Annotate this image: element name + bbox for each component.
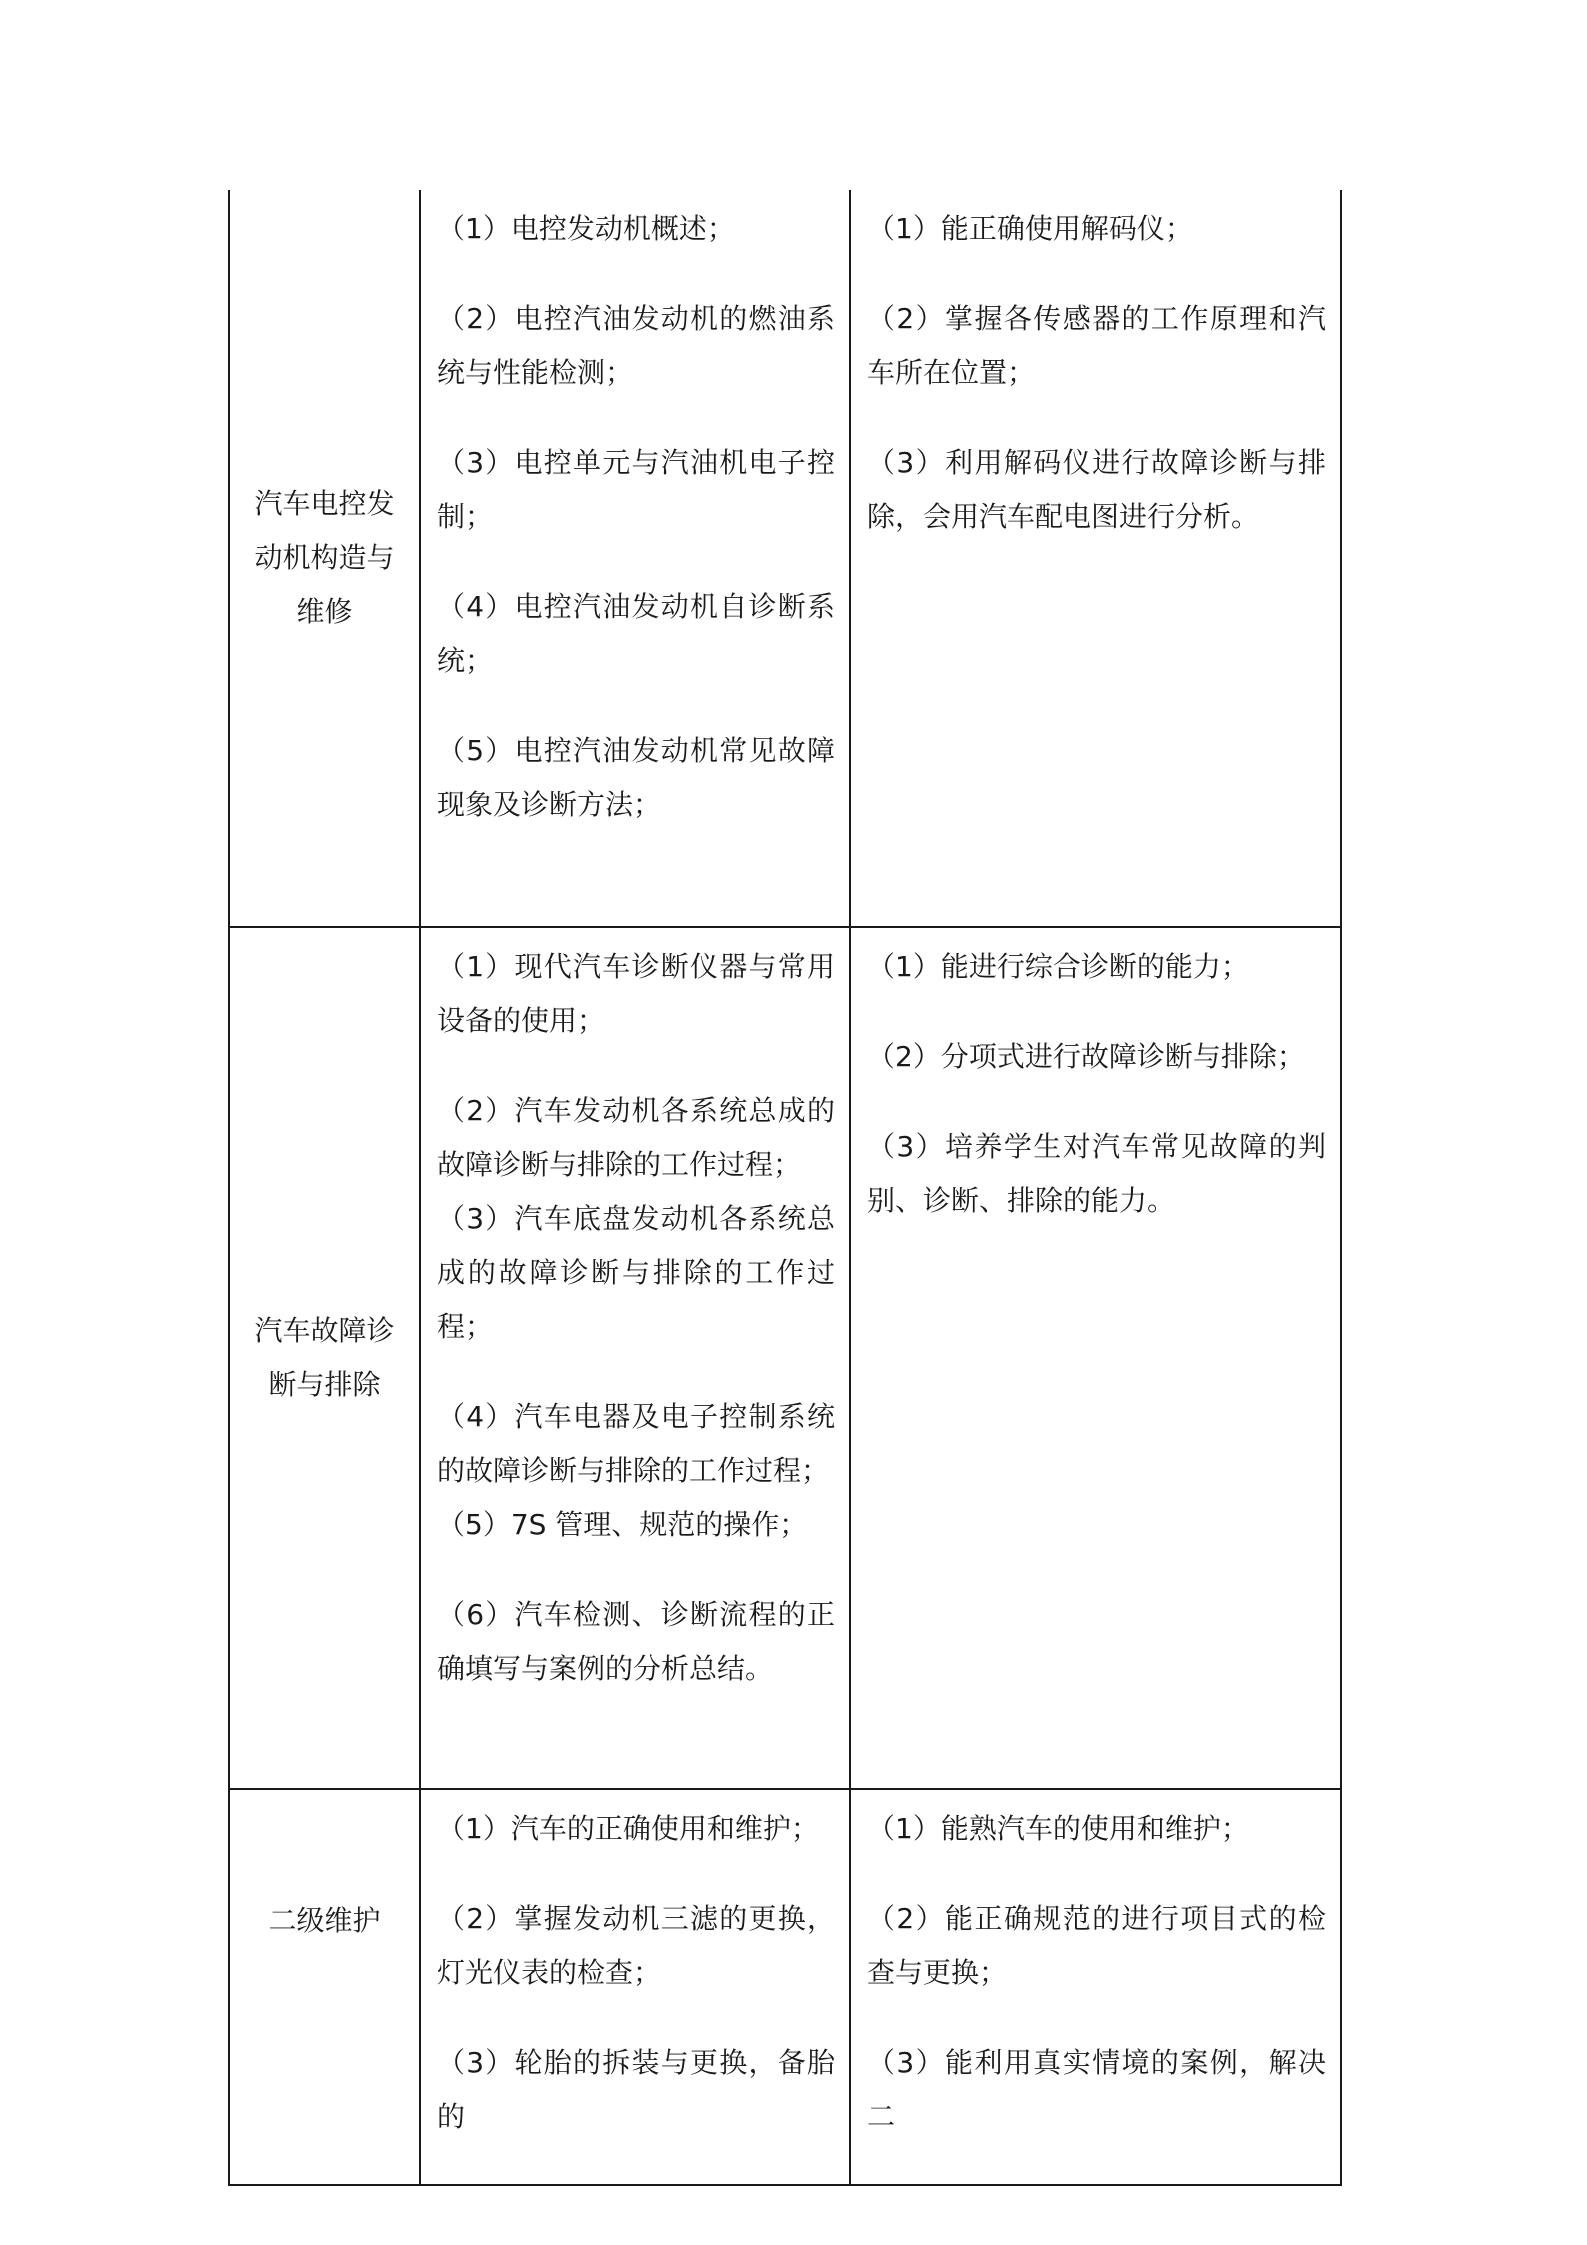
content-item: （2）掌握发动机三滤的更换，灯光仪表的检查； (437, 1902, 835, 1989)
content-item: （2）电控汽油发动机的燃油系统与性能检测； (437, 302, 835, 389)
ability-item: （1）能熟汽车的使用和维护； (867, 1812, 1249, 1845)
content-item: （4）汽车电器及电子控制系统的故障诊断与排除的工作过程； (437, 1400, 835, 1487)
content-item: （1）电控发动机概述； (437, 212, 735, 245)
course-name-cell (229, 927, 420, 1789)
course-name-cell (229, 1789, 420, 2185)
ability-item: （3）利用解码仪进行故障诊断与排除，会用汽车配电图进行分析。 (867, 446, 1326, 533)
course-name: 汽车故障诊断与排除 (254, 1314, 395, 1401)
ability-item: （1）能进行综合诊断的能力； (867, 950, 1249, 983)
course-content-cell (420, 927, 850, 1789)
ability-cell (850, 190, 1341, 927)
course-table (228, 190, 1342, 2186)
ability-item: （2）分项式进行故障诊断与排除； (867, 1040, 1305, 1073)
table-row (229, 190, 1341, 927)
content-item: （1）现代汽车诊断仪器与常用设备的使用； (437, 950, 835, 1037)
course-content-cell (420, 1789, 850, 2185)
content-item: （3）轮胎的拆装与更换，备胎的 (437, 2046, 835, 2133)
ability-cell (850, 927, 1341, 1789)
content-item: （5）电控汽油发动机常见故障现象及诊断方法； (437, 734, 835, 821)
content-item: （2）汽车发动机各系统总成的故障诊断与排除的工作过程； (437, 1094, 835, 1181)
content-item: （4）电控汽油发动机自诊断系统； (437, 590, 835, 677)
content-item: （5）7S 管理、规范的操作； (437, 1508, 808, 1541)
course-content-cell (420, 190, 850, 927)
ability-cell (850, 1789, 1341, 2185)
content-item: （3）电控单元与汽油机电子控制； (437, 446, 835, 533)
content-item: （6）汽车检测、诊断流程的正确填写与案例的分析总结。 (437, 1598, 835, 1685)
table-row (229, 1789, 1341, 2185)
ability-item: （1）能正确使用解码仪； (867, 212, 1193, 245)
ability-item: （3）培养学生对汽车常见故障的判别、诊断、排除的能力。 (867, 1130, 1326, 1217)
course-name: 汽车电控发动机构造与维修 (254, 487, 395, 628)
table-row (229, 927, 1341, 1789)
ability-item: （2）掌握各传感器的工作原理和汽车所在位置； (867, 302, 1326, 389)
course-name: 二级维护 (268, 1904, 381, 1937)
course-name-cell (229, 190, 420, 927)
content-item: （1）汽车的正确使用和维护； (437, 1812, 819, 1845)
ability-item: （3）能利用真实情境的案例，解决二 (867, 2046, 1326, 2133)
ability-item: （2）能正确规范的进行项目式的检查与更换； (867, 1902, 1326, 1989)
content-item: （3）汽车底盘发动机各系统总成的故障诊断与排除的工作过程； (437, 1202, 835, 1343)
